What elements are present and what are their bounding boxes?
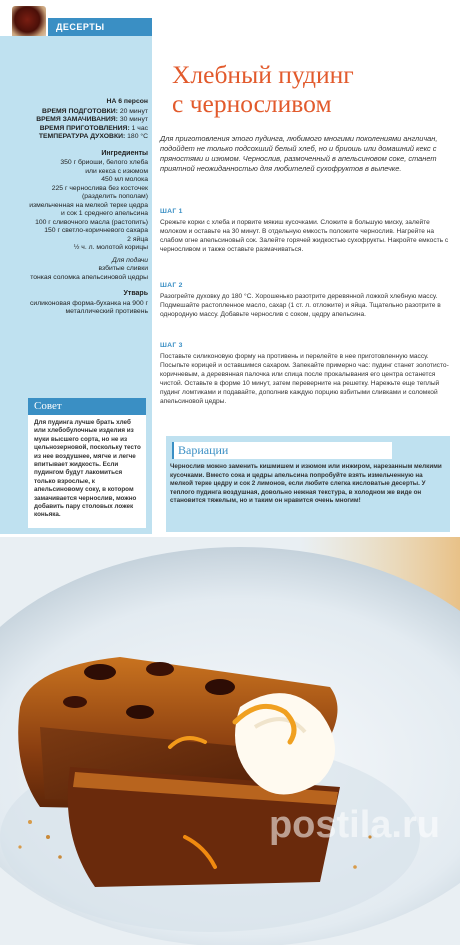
serving-title: Для подачи [111,256,148,264]
ingredient-line: (разделить пополам) [82,193,148,200]
serving-line: взбитые сливки [98,265,148,272]
ingredient-line: ½ ч. л. молотой корицы [73,244,148,251]
info-row: ВРЕМЯ ПОДГОТОВКИ: 20 минут [42,107,148,115]
title-line-2: с черносливом [172,89,332,118]
equipment-line: металлический противень [65,308,148,315]
ingredient-line: 2 яйца [127,235,148,243]
watermark-text: postila.ru [268,804,440,846]
step-3-label: ШАГ 3 [160,342,183,349]
title-line-1: Хлебный пудинг [172,60,354,89]
intro-text: Для приготовления этого пудинга, любимого многими поколениями англичан, подойдет не только подсохший белый хлеб, но и бриошь или домашний кекс с пряностями и изюмом. Чернослив, размоченный в апельсиновом соке, станет приятной неожиданностью для любителей сухофруктов в выпечке. [160,134,438,173]
ingredient-line: 225 г чернослива без косточек [51,184,148,192]
step-1-label: ШАГ 1 [160,208,183,215]
ingredient-line: 150 г светло-коричневого сахара [44,227,148,234]
prune [146,662,174,676]
pudding-photo [0,537,460,945]
ingredient-line: измельченная на мелкой терке цедра [29,201,148,209]
step-3-text: Поставьте силиконовую форму на противень и перелейте в нее приготовленную массу. Посыпьте корицей и оставшимся сахаром. Запекайте примерно час: пудинг станет золотисто-коричневым, а деревянная палочка или спица после прокалывания его центра останется чистой. Оставьте в форме 10 минут, затем переверните на решетку. Нарежьте еще теплый пудинг ломтиками и подавайте, дополнив каждую порцию взбитыми сливками и соломкой апельсиновой цедры. [160,353,449,405]
serving-line: тонкая соломка апельсиновой цедры [30,273,148,281]
pudding-illustration [0,537,460,945]
servings: НА 6 персон [106,98,148,105]
step-2-label: ШАГ 2 [160,282,183,289]
step-2-text: Разогрейте духовку до 180 °С. Хорошенько разотрите деревянной ложкой хлебную массу. Подмешайте растопленное масло, сахар (1 ст. л. отложите) и яйца. Тщательно разотрите в однородную массу. Добавьте чернослив с соком, цедру апельсина. [160,293,441,318]
info-row: ВРЕМЯ ЗАМАЧИВАНИЯ: 30 минут [36,116,148,123]
ingredient-line: 450 мл молока [101,176,148,183]
prune [63,696,87,708]
tip-text: Для пудинга лучше брать хлеб или хлебобулочные изделия из муки высшего сорта, но не из цельнозерновой, поскольку тесто из нее воздушнее, мягче и легче впитывает жидкость. Если пудингом будут лакомиться только взрослые, к апельсиновому соку, в котором замачивается чернослив, можно добавить пару столовых ложек коньяка. [34,419,141,519]
step-1-text: Срежьте корки с хлеба и порвите мякиш кусочками. Сложите в большую миску, залейте молоком и оставьте на 30 минут. В отдельную емкость положите чернослив. Нагрейте на слабом огне апельсиновый сок. Залейте горячей жидкостью сухофрукты. Накройте емкость с черносливом и также оставьте размачиваться. [160,219,449,253]
dessert-thumbnail-icon [12,6,46,40]
ingredient-line: и сок 1 среднего апельсина [60,210,148,217]
tip-title: Совет [28,398,146,415]
section-label: ДЕСЕРТЫ [48,18,152,36]
info-row: ТЕМПЕРАТУРА ДУХОВКИ: 180 °С [38,133,148,140]
variations-title: Вариации [172,442,392,459]
equipment-line: силиконовая форма-буханка на 900 г [30,299,148,307]
equipment-title: Утварь [123,290,148,297]
ingredient-line: 100 г сливочного масла (растопить) [35,218,148,226]
tip-box [28,398,146,528]
variations-box [166,436,450,532]
prune [84,664,116,680]
info-row: ВРЕМЯ ПРИГОТОВЛЕНИЯ: 1 час [39,124,148,132]
prune [205,679,235,695]
variations-text: Чернослив можно заменить кишмишем и изюмом или инжиром, нарезанным мелкими кусочками. Вместо сока и цедры апельсина попробуйте взять измельченную на мелкой терке цедру и сок 2 лимонов, если любите слегка кисловатые десерты. У теплого пудинга воздушная, довольно нежная текстура, в холодном же виде он становится тяжелым, но и таким он нравится очень многим! [170,463,442,504]
recipe-info [4,98,148,317]
ingredients-title: Ингредиенты [101,149,148,157]
page-title [172,60,452,118]
ingredient-line: или кекса с изюмом [85,167,148,175]
ingredient-line: 350 г бриоши, белого хлеба [60,159,148,166]
prune [126,705,154,719]
